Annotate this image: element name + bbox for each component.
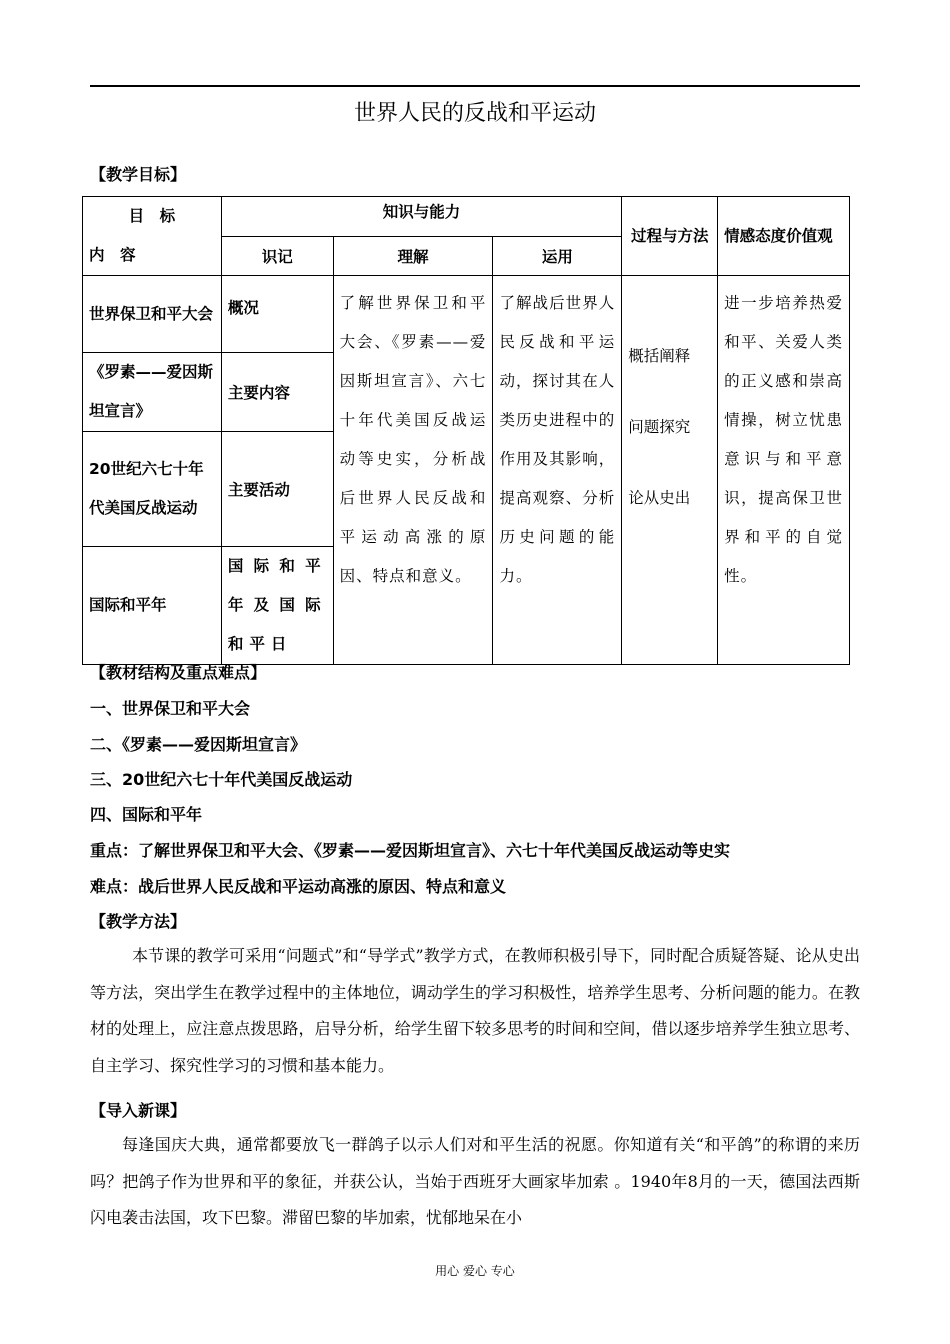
process-item: 问题探究 [628, 418, 691, 436]
document-title: 世界人民的反战和平运动 [353, 101, 596, 126]
method-paragraph: 本节课的教学可采用“问题式”和“导学式”教学方式，在教师积极引导下，同时配合质疑答疑、论从史出等方法，突出学生在教学过程中的主体地位，调动学生的学习积极性，培养学生思考、分析问题的能力。在教材的处理上，应注意点拨思路，启导分析，给学生留下较多思考的时间和空间，借以逐步培养学生独立思考、自主学习、探究性学习的习惯和基本能力。 [90, 946, 860, 1075]
objectives-table [82, 196, 850, 665]
topic-cell: 世界保卫和平大会 [83, 276, 222, 353]
structure-item: 一、世界保卫和平大会 [90, 699, 251, 718]
emotion-cell: 进一步培养热爱和平、关爱人类的正义感和崇高情操，树立忧患意识与和平意识，提高保卫世界和平的自觉性。 [718, 276, 850, 665]
apply-cell: 了解战后世界人民反战和平运动，探讨其在人类历史进程中的作用及其影响，提高观察、分析历史问题的能力。 [493, 276, 622, 665]
knowledge-header: 知识与能力 [221, 197, 621, 237]
corner-top: 目 标 [128, 207, 176, 225]
process-item: 概括阐释 [628, 347, 691, 365]
remember-cell: 概况 [221, 276, 333, 353]
process-header: 过程与方法 [622, 197, 718, 276]
topic-cell: 《罗素——爱因斯坦宣言》 [83, 353, 222, 432]
topic-cell: 国际和平年 [83, 547, 222, 665]
topic-cell: 20世纪六七十年代美国反战运动 [83, 432, 222, 547]
table-corner-header [83, 197, 222, 276]
difficult-point: 难点：战后世界人民反战和平运动高涨的原因、特点和意义 [90, 877, 507, 896]
process-cell [622, 276, 718, 665]
understand-header: 理解 [333, 236, 493, 276]
corner-bottom: 内 容 [89, 246, 136, 264]
structure-item: 二、《罗素——爱因斯坦宣言》 [90, 735, 307, 754]
process-item: 论从史出 [628, 489, 691, 507]
remember-cell: 主要活动 [221, 432, 333, 547]
structure-item: 四、国际和平年 [90, 805, 203, 824]
understand-cell: 了解世界保卫和平大会、《罗素——爱因斯坦宣言》、六七十年代美国反战运动等史实，分析战后世界人民反战和平运动高涨的原因、特点和意义。 [333, 276, 493, 665]
section-heading-method: 【教学方法】 [90, 912, 187, 931]
structure-item: 三、20世纪六七十年代美国反战运动 [90, 770, 353, 789]
remember-cell: 国际和平年及国际和平日 [221, 547, 333, 665]
section-heading-goals: 【教学目标】 [90, 165, 187, 184]
section-heading-structure: 【教材结构及重点难点】 [90, 663, 267, 682]
header-rule [90, 85, 860, 87]
key-point: 重点：了解世界保卫和平大会、《罗素——爱因斯坦宣言》、六七十年代美国反战运动等史实 [90, 841, 731, 860]
section-heading-intro: 【导入新课】 [90, 1101, 187, 1120]
remember-cell: 主要内容 [221, 353, 333, 432]
page-footer: 用心 爱心 专心 [435, 1264, 515, 1278]
remember-header: 识记 [221, 236, 333, 276]
apply-header: 运用 [493, 236, 622, 276]
emotion-header: 情感态度价值观 [718, 197, 850, 276]
intro-paragraph: 每逢国庆大典，通常都要放飞一群鸽子以示人们对和平生活的祝愿。你知道有关“和平鸽”的称谓的来历吗？把鸽子作为世界和平的象征，并获公认，当始于西班牙大画家毕加索 。1940年8月的一天，德国法西斯闪电袭击法国，攻下巴黎。滞留巴黎的毕加索，忧郁地呆在小 [90, 1135, 860, 1227]
